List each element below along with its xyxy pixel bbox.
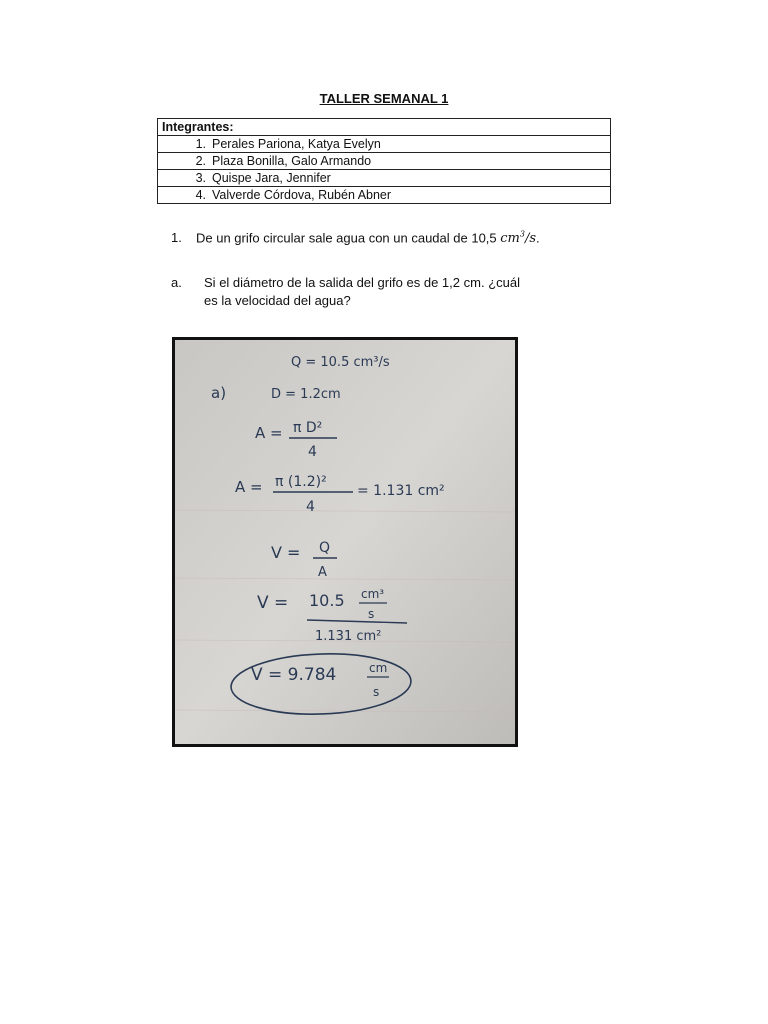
member-name: Perales Pariona, Katya Evelyn bbox=[212, 137, 381, 151]
member-row bbox=[158, 136, 611, 153]
hw-area-calc-numerator: π (1.2)² bbox=[275, 474, 327, 490]
question-1-number: 1. bbox=[171, 230, 182, 246]
member-number: 2. bbox=[195, 154, 206, 168]
hw-velocity-result: V = 9.784 bbox=[251, 665, 337, 685]
member-number: 3. bbox=[195, 171, 206, 185]
member-name: Quispe Jara, Jennifer bbox=[212, 171, 331, 185]
members-heading: Integrantes: bbox=[158, 119, 611, 136]
hw-part-label: a) bbox=[211, 384, 227, 402]
question-a-text: Si el diámetro de la salida del grifo es de 1,2 cm. ¿cuál es la velocidad del agua? bbox=[204, 275, 520, 308]
hw-velocity-calc-lhs: V = bbox=[257, 593, 289, 613]
handwritten-solution bbox=[175, 340, 515, 744]
handwritten-solution-photo bbox=[172, 337, 518, 747]
hw-velocity-formula-denominator: A bbox=[318, 565, 327, 580]
member-row bbox=[158, 153, 611, 170]
question-1-text: De un grifo circular sale agua con un caudal de 10,5 bbox=[196, 230, 501, 246]
flow-unit bbox=[500, 231, 536, 246]
hw-area-formula-denominator: 4 bbox=[308, 444, 317, 460]
hw-velocity-result-unit-numerator: cm bbox=[369, 661, 388, 675]
hw-area-result: = 1.131 cm² bbox=[357, 483, 445, 499]
flow-unit-base: cm bbox=[500, 231, 520, 247]
document-title: TALLER SEMANAL 1 bbox=[319, 91, 449, 106]
hw-area-calc-lhs: A = bbox=[235, 478, 263, 496]
hw-velocity-calc-unit-numerator: cm³ bbox=[361, 587, 385, 601]
question-1-end: . bbox=[536, 230, 540, 246]
hw-area-formula-lhs: A = bbox=[255, 424, 283, 442]
question-a-label: a. bbox=[171, 275, 182, 290]
question-1 bbox=[171, 230, 540, 246]
member-number: 4. bbox=[195, 188, 206, 202]
hw-flow-given: Q = 10.5 cm³/s bbox=[291, 355, 390, 370]
hw-velocity-calc-unit-denominator: s bbox=[368, 607, 375, 621]
member-row bbox=[158, 170, 611, 187]
member-number: 1. bbox=[195, 137, 206, 151]
member-name: Plaza Bonilla, Galo Armando bbox=[212, 154, 372, 168]
members-table bbox=[157, 118, 611, 204]
hw-velocity-calc-denominator: 1.131 cm² bbox=[315, 629, 382, 644]
question-a bbox=[171, 274, 531, 310]
member-row bbox=[158, 187, 611, 204]
hw-area-formula-numerator: π D² bbox=[293, 420, 323, 436]
hw-area-calc-denominator: 4 bbox=[306, 499, 315, 515]
member-name: Valverde Córdova, Rubén Abner bbox=[212, 188, 392, 202]
flow-unit-exponent: 3 bbox=[519, 230, 525, 239]
flow-unit-rest: /s bbox=[524, 231, 537, 247]
hw-velocity-calc-numerator: 10.5 bbox=[309, 591, 345, 610]
hw-velocity-result-unit-denominator: s bbox=[373, 685, 380, 699]
hw-velocity-formula-numerator: Q bbox=[319, 540, 331, 556]
hw-diameter-given: D = 1.2cm bbox=[271, 387, 341, 402]
hw-velocity-formula-lhs: V = bbox=[271, 543, 301, 562]
